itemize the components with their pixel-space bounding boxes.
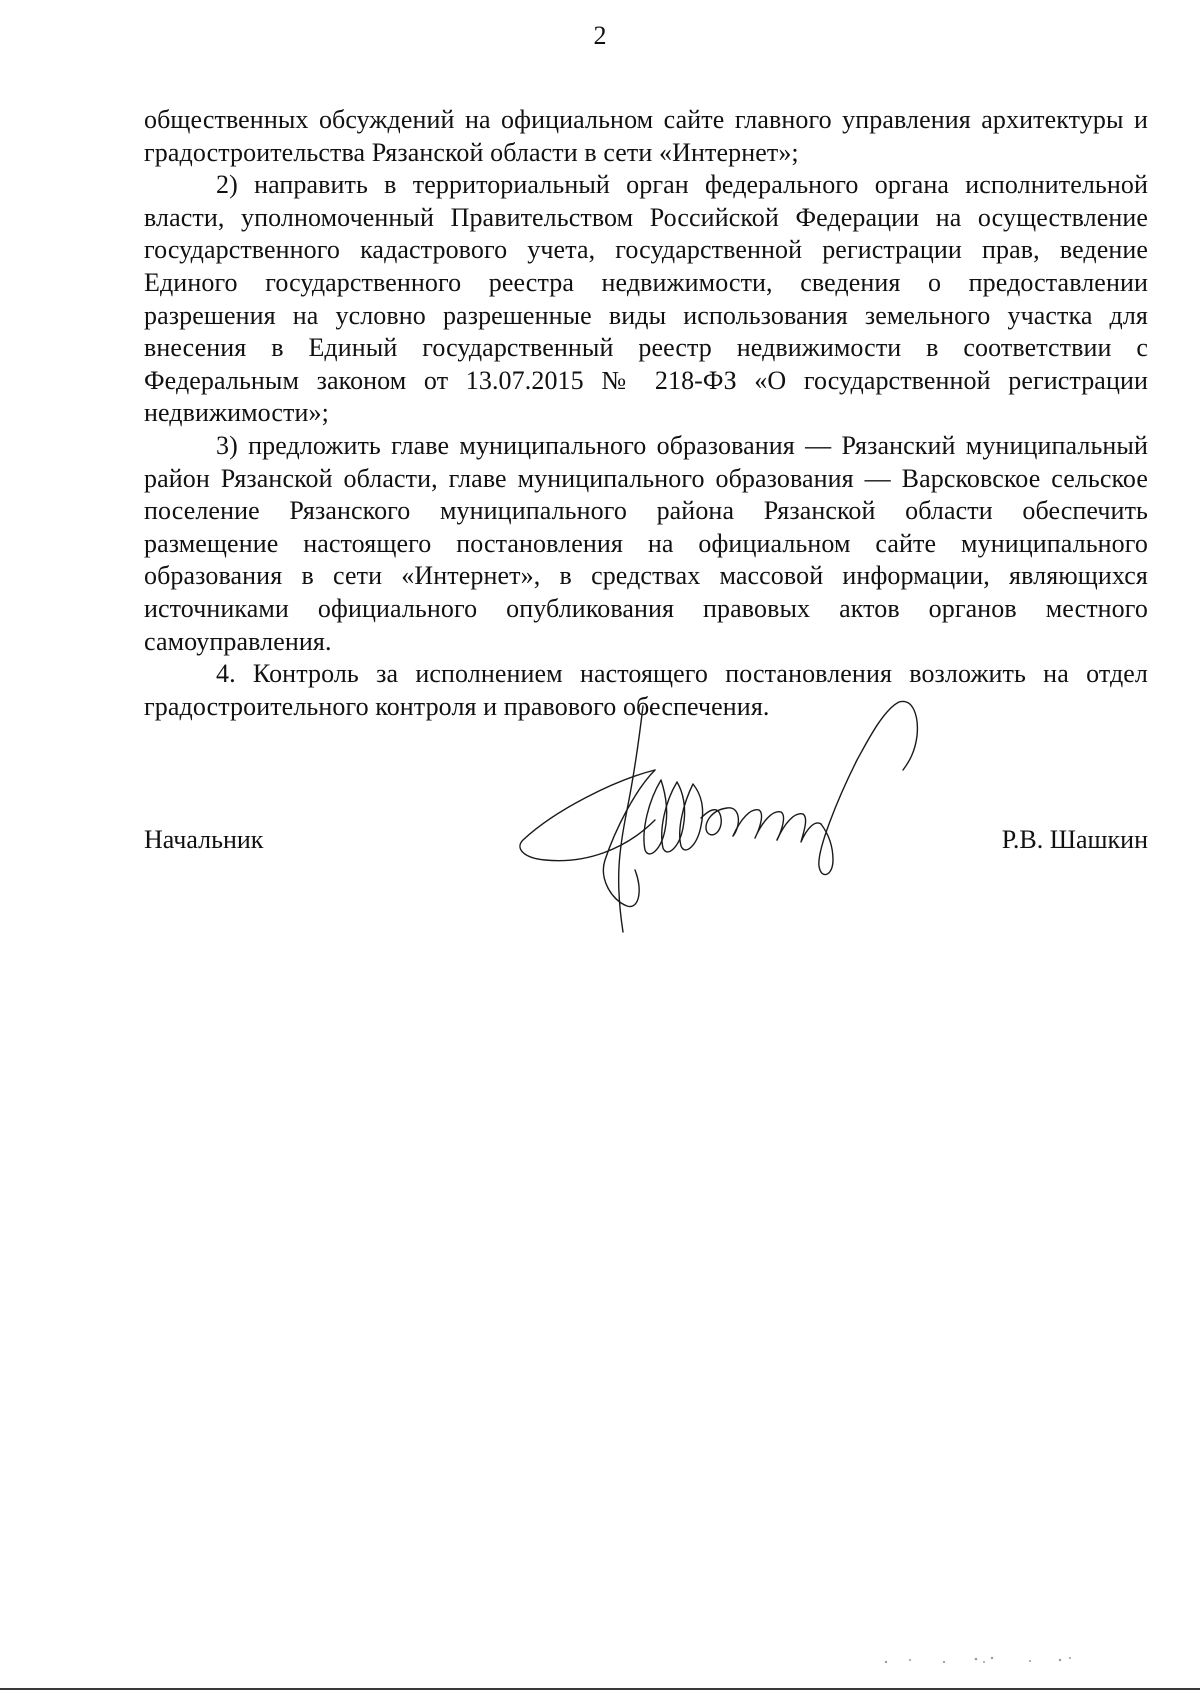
signature-row	[144, 824, 1148, 864]
paragraph-continuation: общественных обсуждений на официальном сайте главного управления архитектуры и градостроительства Рязанской области в сети «Интернет»;	[144, 105, 1148, 167]
paragraph-item-4: 4. Контроль за исполнением настоящего постановления возложить на отдел градостроительного контроля и правового обеспечения.	[144, 659, 1148, 721]
signatory-position: Начальник	[144, 825, 264, 854]
scan-artifacts	[880, 1650, 1100, 1670]
paragraph-item-3: 3) предложить главе муниципального образования — Рязанский муниципальный район Рязанской области, главе муниципального образования — Варсковское сельское поселение Рязанского муниципального района Рязанской области обеспечить размещение настоящего постановления на официальном сайте муниципального образования в сети «Интернет», в средствах массовой информации, являющихся источниками официального опубликования правовых актов органов местного самоуправления.	[144, 430, 1148, 656]
handwritten-signature	[515, 700, 935, 940]
document-body	[144, 104, 1148, 723]
signatory-name: Р.В. Шашкин	[1001, 825, 1148, 854]
paragraph-item-2: 2) направить в территориальный орган федерального органа исполнительной власти, уполномоченный Правительством Российской Федерации на осуществление государственного кадастрового учета, государственной регистрации прав, ведение Единого государственного реестра недвижимости, сведения о предоставлении разрешения на условно разрешенные виды использования земельного участка для внесения в Единый государственный реестр недвижимости в соответствии с Федеральным законом от 13.07.2015 № 218-ФЗ «О государственной регистрации недвижимости»;	[144, 170, 1148, 428]
page-number: 2	[593, 21, 607, 50]
page-bottom-edge	[0, 1688, 1200, 1690]
